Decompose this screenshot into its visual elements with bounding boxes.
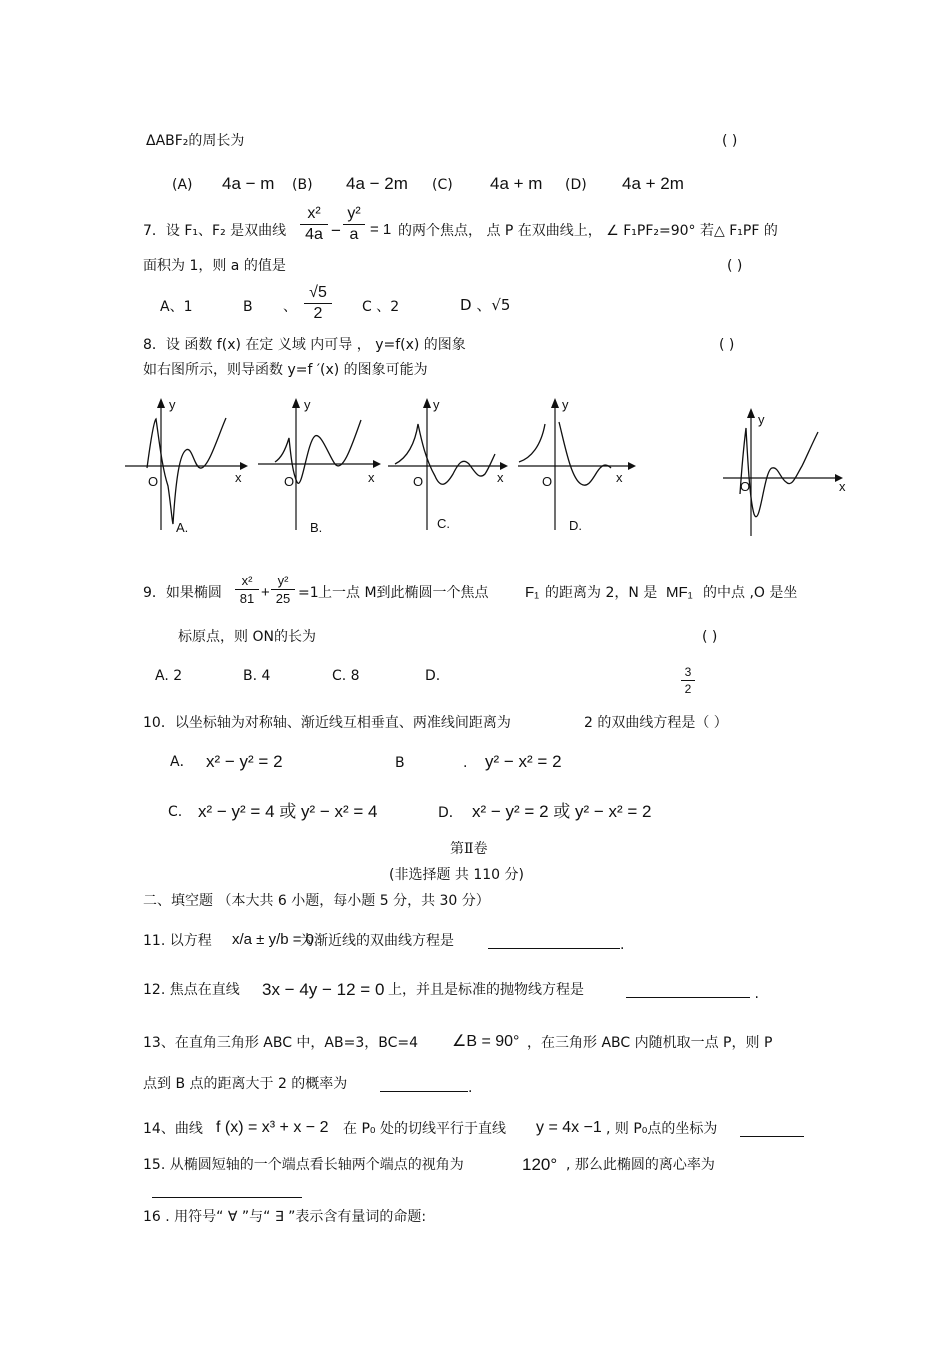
- q9-prefix: 9．如果椭圆: [143, 585, 222, 601]
- q15-prefix: 15. 从椭圆短轴的一个端点看长轴两个端点的视角为: [143, 1157, 464, 1173]
- origin-label: O: [148, 474, 159, 489]
- q7-option-d: D 、√5: [460, 296, 511, 314]
- q9-option-d-num: 3: [684, 665, 692, 679]
- q6-option-c: 4a + m: [490, 174, 543, 193]
- q14-answer-blank: [740, 1122, 804, 1140]
- q7-fraction-2: [343, 206, 365, 243]
- q7-option-b-label: B: [243, 299, 253, 315]
- q12-equation: 3x − 4y − 12 = 0: [262, 980, 385, 999]
- q13-line2: 点到 B 点的距离大于 2 的概率为: [143, 1076, 348, 1092]
- q8-paren: ( ): [719, 337, 735, 353]
- q9-frac2-den: 25: [275, 591, 291, 606]
- q8-graph-a: [120, 396, 250, 536]
- q7-minus: −: [331, 221, 341, 240]
- q9-option-b: B. 4: [243, 668, 271, 684]
- q6-option-b: 4a − 2m: [346, 174, 408, 193]
- y-axis-arrow-icon: [423, 398, 431, 408]
- q10-option-d: x² − y² = 2 或 y² − x² = 2: [472, 802, 652, 821]
- q10-option-c: x² − y² = 4 或 y² − x² = 4: [198, 802, 378, 821]
- q15-suffix: , 那么此椭圆的离心率为: [566, 1157, 715, 1173]
- q8-line1: 8．设 函数 f(x) 在定 义域 内可导 ， y=f(x) 的图象: [143, 337, 466, 353]
- q13-angle: ∠B = 90°: [452, 1033, 520, 1050]
- q14-equation: f (x) = x³ + x − 2: [216, 1119, 329, 1136]
- q9-option-d-fraction: [681, 666, 695, 695]
- part2-title: 第Ⅱ卷: [450, 841, 488, 857]
- x-label: x: [497, 470, 504, 485]
- derivative-curve: [519, 422, 611, 485]
- q9-suffix3: 的中点 ,O 是坐: [703, 585, 798, 601]
- q10-option-b-label: B: [395, 755, 405, 771]
- x-axis-arrow-icon: [628, 462, 636, 470]
- q8-graph-b: [255, 396, 385, 536]
- q14-prefix: 14、曲线: [143, 1121, 203, 1137]
- q7-frac1-den: 4a: [305, 226, 323, 243]
- q9-paren: ( ): [702, 629, 718, 645]
- q9-frac1-num: x²: [241, 573, 253, 588]
- q7-frac2-den: a: [349, 226, 359, 243]
- q7-prefix: 7．设 F₁、F₂ 是双曲线: [143, 223, 287, 239]
- q9-option-d-den: 2: [684, 682, 692, 696]
- origin-label: O: [740, 479, 751, 494]
- q15-answer-blank: [152, 1183, 302, 1201]
- q7-frac2-num: y²: [347, 205, 361, 222]
- q13-line1a: 13、在直角三角形 ABC 中，AB=3，BC=4: [143, 1035, 419, 1051]
- y-axis-arrow-icon: [292, 398, 300, 408]
- q6-option-b-label: (B): [292, 177, 313, 193]
- q9-mf1: MF₁: [666, 584, 693, 601]
- q12-prefix: 12. 焦点在直线: [143, 982, 240, 998]
- q9-fraction-1: [235, 574, 259, 605]
- y-label: y: [433, 397, 440, 412]
- part2-subtitle: (非选择题 共 110 分): [389, 867, 524, 883]
- q9-line2: 标原点，则 ON的长为: [178, 629, 316, 645]
- y-label: y: [169, 397, 176, 412]
- q7-suffix: 的两个焦点， 点 P 在双曲线上， ∠ F₁PF₂=90° 若△ F₁PF 的: [398, 223, 778, 239]
- option-label: D.: [569, 518, 582, 533]
- q9-suffix2: 的距离为 2，N 是: [545, 585, 658, 601]
- q7-eq: = 1: [370, 221, 392, 238]
- q6-paren: ( ): [722, 133, 738, 149]
- q6-stem: ΔABF₂的周长为: [146, 133, 245, 149]
- derivative-curve: [147, 418, 226, 524]
- x-label: x: [839, 479, 846, 494]
- q9-option-c: C. 8: [332, 668, 360, 684]
- q10-stem: 10．以坐标轴为对称轴、渐近线互相垂直、两准线间距离为: [143, 715, 511, 731]
- q7-option-c: C 、2: [362, 299, 400, 315]
- q7-option-b-sep: 、: [283, 299, 297, 315]
- q14-mid: 在 P₀ 处的切线平行于直线: [343, 1121, 506, 1137]
- q9-fraction-2: [271, 574, 295, 605]
- q9-eq: =1: [298, 585, 319, 601]
- q14-suffix: , 则 P₀点的坐标为: [606, 1121, 718, 1137]
- q7-option-b-den: 2: [313, 305, 323, 322]
- q8-graph-c: [385, 396, 515, 536]
- y-axis-arrow-icon: [747, 408, 755, 418]
- q10-option-b-dot: .: [463, 755, 468, 771]
- q13-answer-blank: .: [380, 1077, 472, 1095]
- q9-option-d: D.: [425, 668, 441, 684]
- q7-option-b-fraction: [304, 285, 332, 322]
- q7-option-a: A、1: [160, 299, 193, 315]
- q10-option-c-label: C.: [168, 804, 183, 820]
- q7-frac1-num: x²: [307, 205, 321, 222]
- option-label: A.: [176, 520, 189, 535]
- option-label: B.: [310, 520, 323, 535]
- x-label: x: [235, 470, 242, 485]
- q7-option-b-num: √5: [309, 284, 327, 301]
- q13-line1b: ，在三角形 ABC 内随机取一点 P，则 P: [527, 1035, 773, 1051]
- q9-suffix: 上一点 M到此椭圆一个焦点: [318, 585, 489, 601]
- q6-option-a: 4a − m: [222, 174, 275, 193]
- q8-graph-d: [515, 396, 645, 536]
- q8-line2: 如右图所示，则导函数 y=f ′(x) 的图象可能为: [143, 362, 428, 378]
- origin-label: O: [284, 474, 295, 489]
- x-axis-arrow-icon: [240, 462, 248, 470]
- y-label: y: [304, 397, 311, 412]
- origin-label: O: [413, 474, 424, 489]
- q10-option-d-label: D．: [438, 805, 463, 821]
- y-label: y: [758, 412, 765, 427]
- q9-option-a: A. 2: [155, 668, 183, 684]
- q6-option-d: 4a + 2m: [622, 174, 684, 193]
- q15-angle: 120°: [522, 1155, 558, 1174]
- q12-answer-blank: .: [626, 983, 759, 1001]
- q12-suffix: 上，并且是标准的抛物线方程是: [388, 982, 584, 998]
- y-label: y: [562, 397, 569, 412]
- q14-equation-2: y = 4x −1: [536, 1119, 602, 1136]
- function-curve: [740, 428, 818, 517]
- q10-option-a-label: A．: [170, 754, 194, 770]
- q11-prefix: 11. 以方程: [143, 933, 212, 949]
- y-axis-arrow-icon: [157, 398, 165, 408]
- section-2-heading: 二、填空题 （本大共 6 小题，每小题 5 分，共 30 分）: [143, 893, 490, 909]
- q9-f1: F₁: [525, 584, 540, 601]
- q7-paren: ( ): [727, 258, 743, 274]
- q6-option-a-label: (A): [172, 177, 193, 193]
- derivative-curve: [395, 424, 495, 484]
- q6-option-d-label: (D): [565, 177, 587, 193]
- q8-original-graph: [720, 404, 850, 544]
- y-axis-arrow-icon: [551, 398, 559, 408]
- x-axis-arrow-icon: [500, 462, 508, 470]
- q11-equation: x/a ± y/b = 0: [232, 931, 315, 948]
- q9-frac1-den: 81: [239, 591, 255, 606]
- q7-line2: 面积为 1，则 a 的值是: [143, 258, 286, 274]
- q9-frac2-num: y²: [277, 573, 289, 588]
- q11-answer-blank: .: [488, 934, 624, 952]
- q6-option-c-label: (C): [432, 177, 453, 193]
- x-label: x: [616, 470, 623, 485]
- q7-fraction-1: [300, 206, 328, 243]
- q10-stem2: 2 的双曲线方程是（ ）: [584, 715, 728, 731]
- option-label: C.: [437, 516, 450, 531]
- x-label: x: [368, 470, 375, 485]
- q10-option-b: y² − x² = 2: [485, 752, 562, 771]
- x-axis-arrow-icon: [373, 460, 381, 468]
- origin-label: O: [542, 474, 553, 489]
- q16-text: 16 . 用符号“ ∀ ”与“ ∃ ”表示含有量词的命题:: [143, 1209, 427, 1225]
- q11-suffix: 为渐近线的双曲线方程是: [300, 933, 454, 949]
- q9-plus: +: [261, 584, 270, 601]
- q10-option-a: x² − y² = 2: [206, 752, 283, 771]
